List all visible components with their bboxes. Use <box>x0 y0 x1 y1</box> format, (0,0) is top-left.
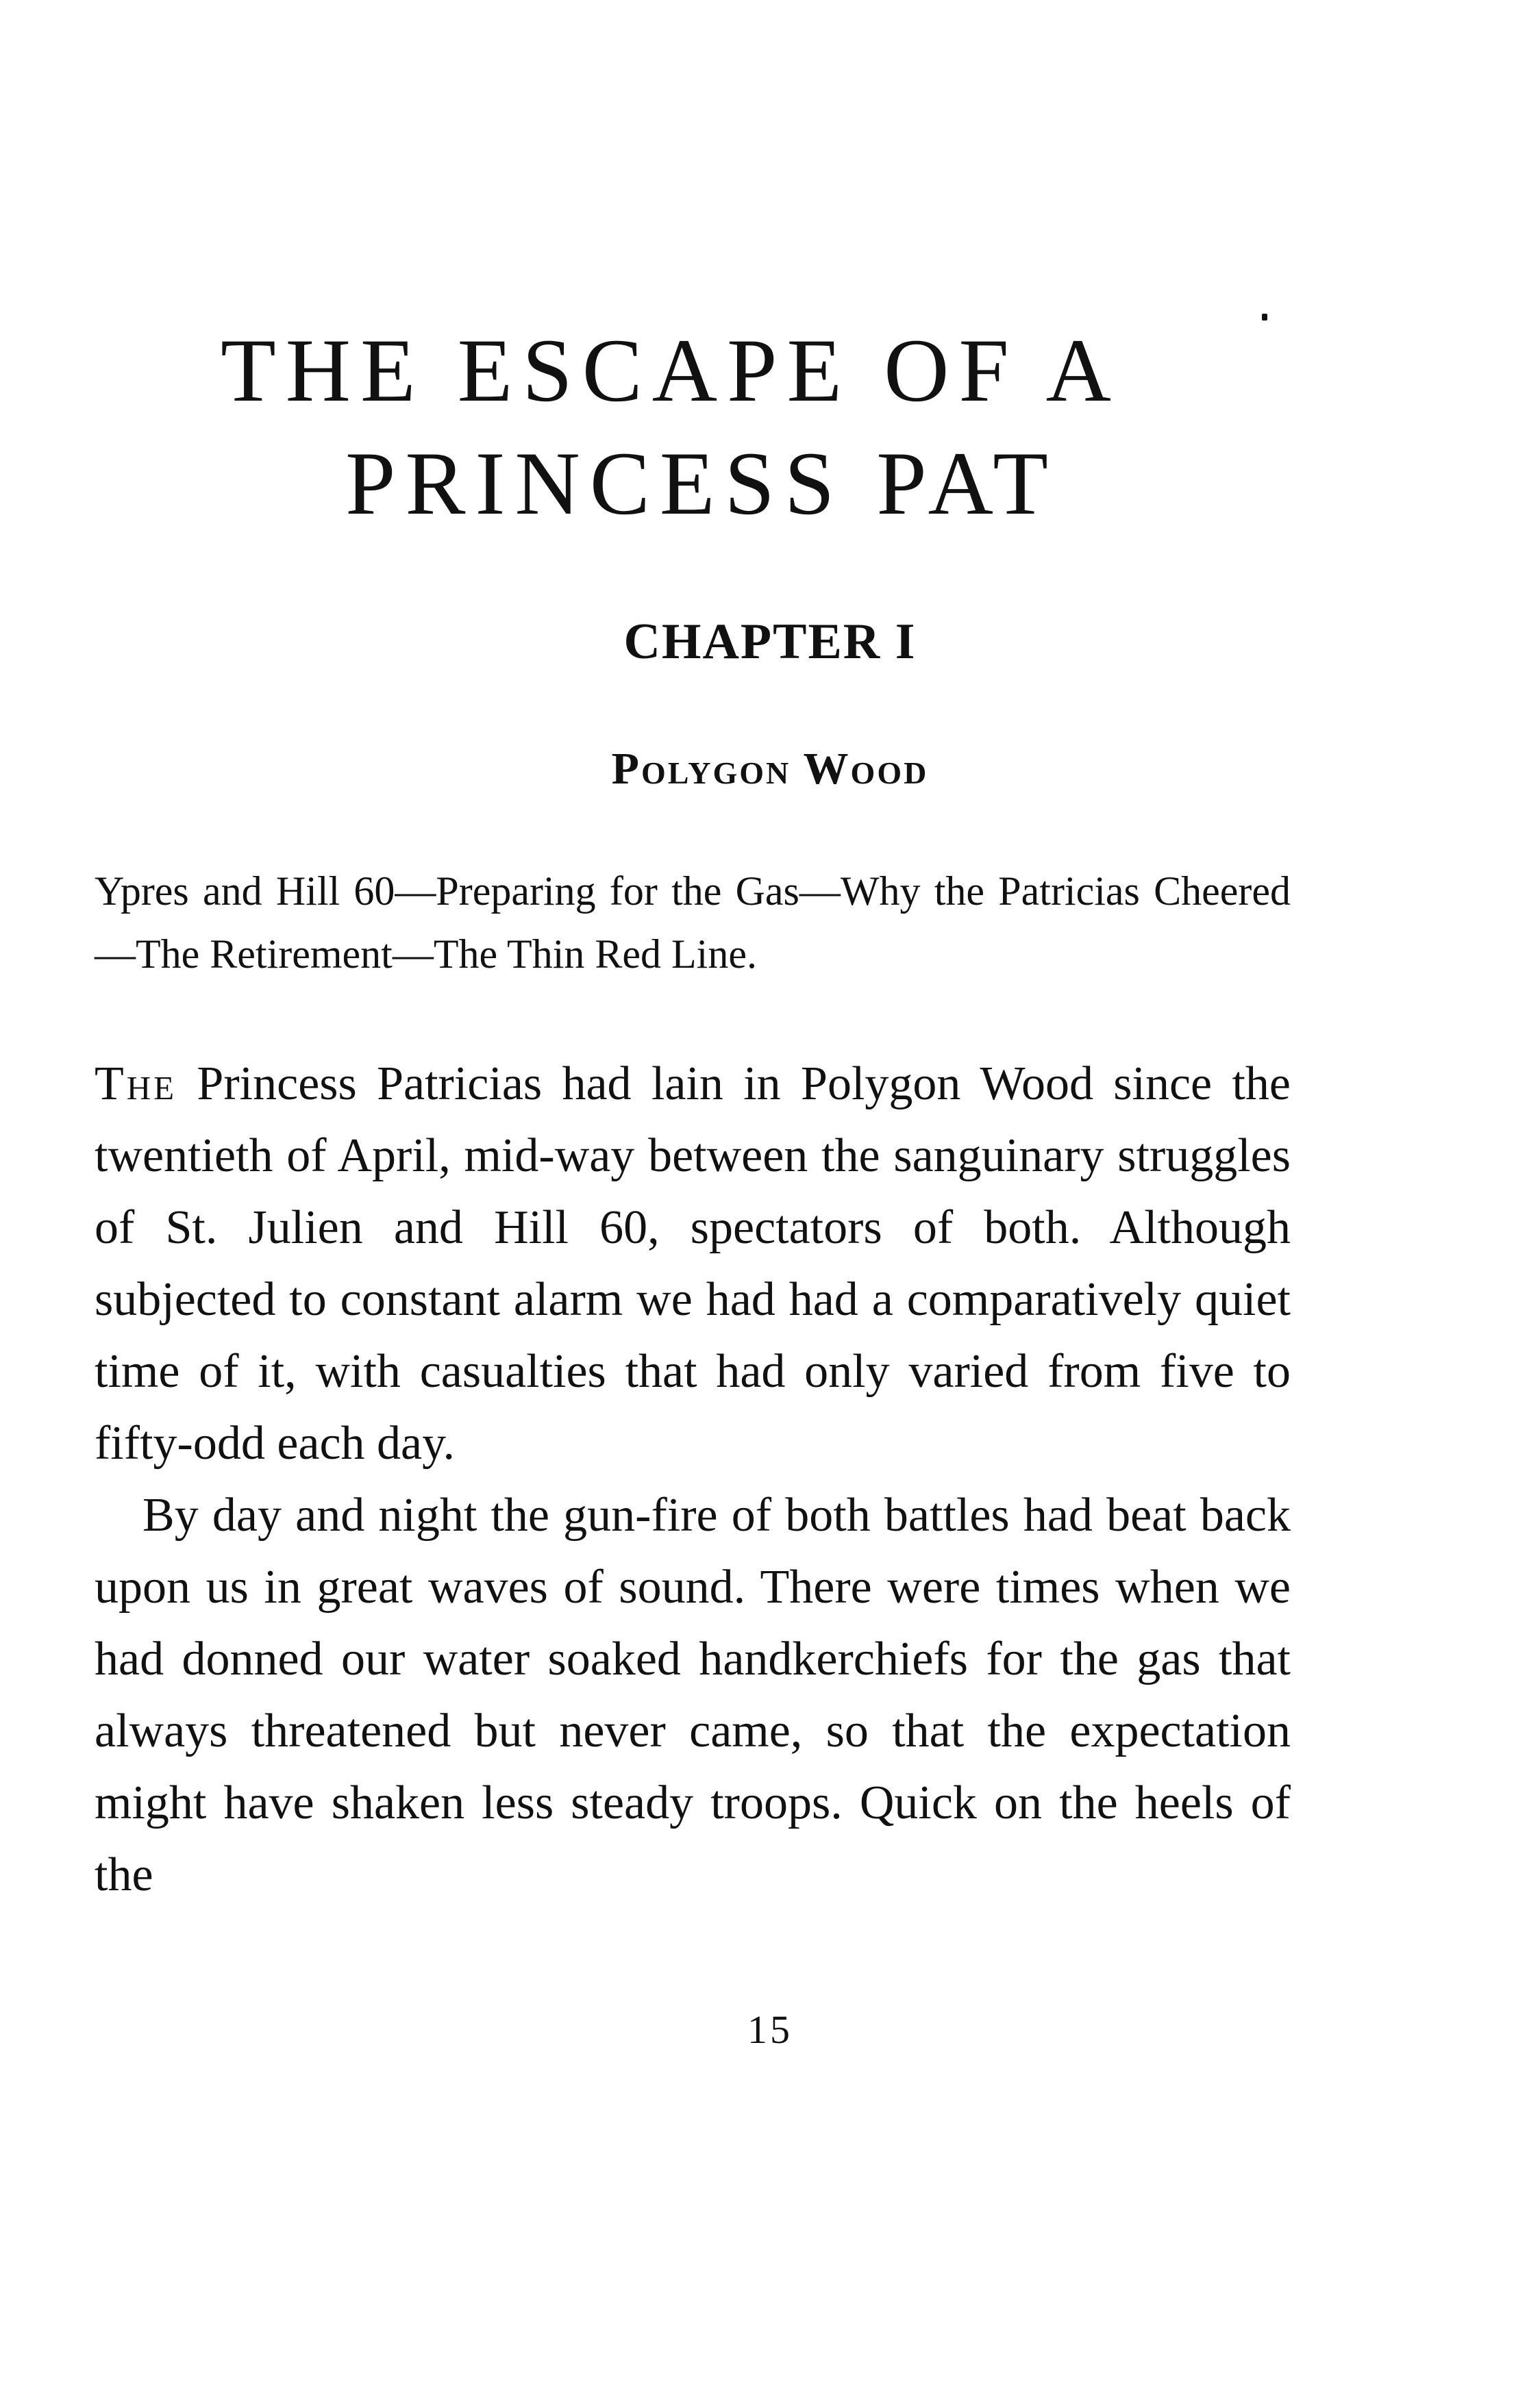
paragraph-1 <box>95 1048 1291 1479</box>
paragraph-1-lead: The <box>95 1057 177 1110</box>
chapter-heading: CHAPTER I <box>623 614 917 670</box>
book-title-line-1: THE ESCAPE OF A <box>221 320 1121 421</box>
page-number: 15 <box>747 2007 793 2052</box>
ink-speck <box>1262 314 1267 321</box>
chapter-summary: Ypres and Hill 60—Preparing for the Gas—Why the Patricias Cheered—The Retirement—The Thin Red Line. <box>95 868 1291 977</box>
book-title-line-2: PRINCESS PAT <box>345 433 1058 534</box>
paragraph-1-text: Princess Patricias had lain in Polygon Wood since the twentieth of April, mid-way between the sanguinary struggles of St. Julien and Hill 60, spectators of both. Although subjected to constant alarm we had had a comparatively quiet time of it, with casualties that had only varied from five to fifty-odd each day. <box>95 1057 1291 1470</box>
body-text <box>95 1048 1291 1911</box>
chapter-title: Polygon Wood <box>611 744 929 794</box>
paragraph-2: By day and night the gun-fire of both battles had beat back upon us in great waves of sound. There were times when we had donned our water soaked handkerchiefs for the gas that always threatened but never came, so that the expectation might have shaken less steady troops. Quick on the heels of the <box>95 1489 1291 1901</box>
